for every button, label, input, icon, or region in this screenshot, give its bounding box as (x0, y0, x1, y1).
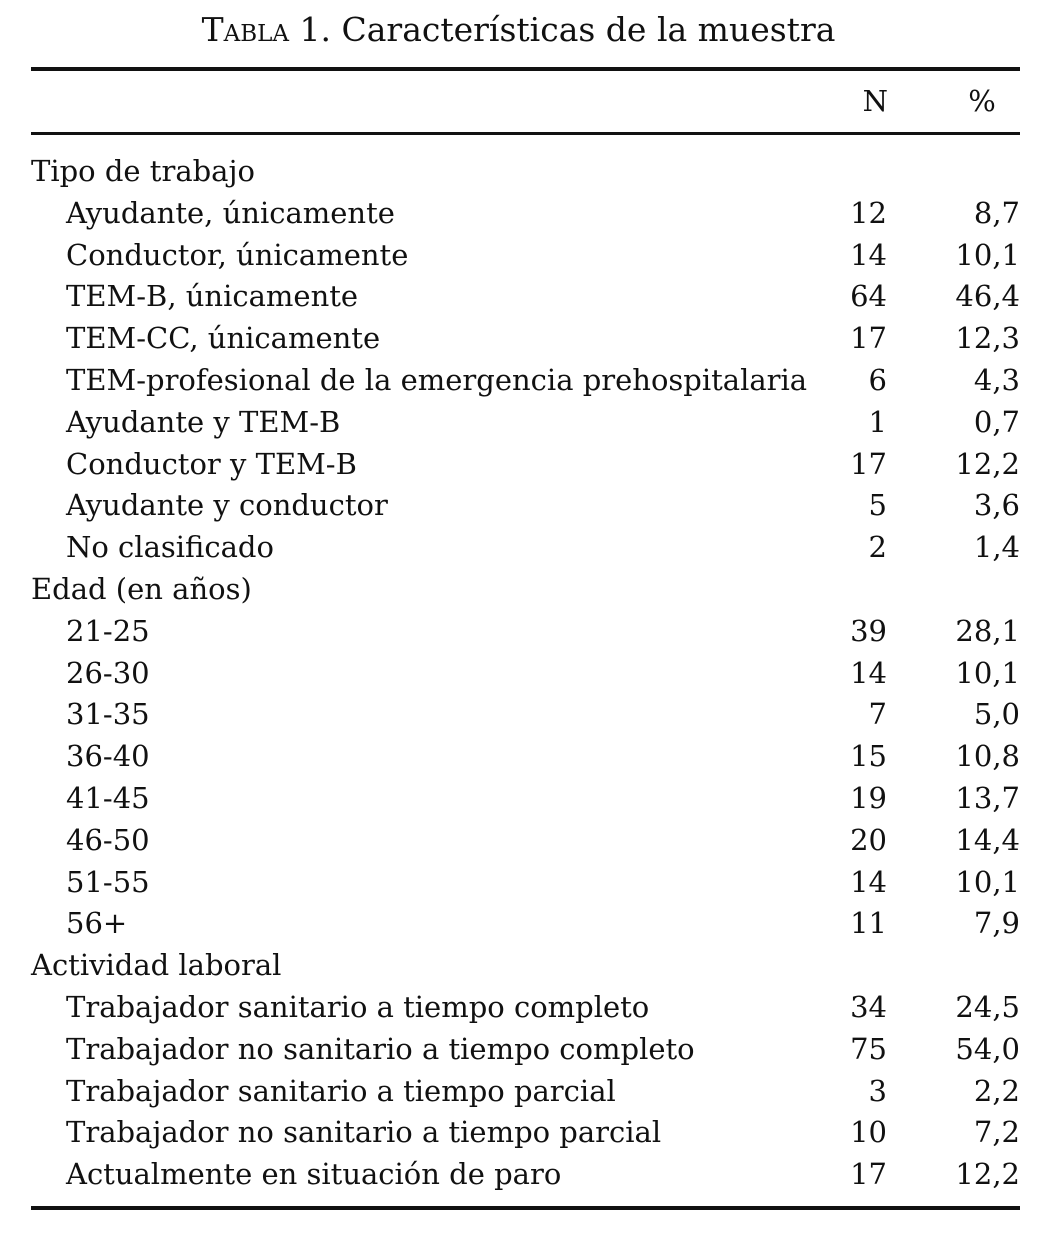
table-row (0, 234, 1037, 276)
cell-n: 19 (850, 781, 887, 815)
row-label: 31-35 (66, 697, 150, 732)
cell-percent: 8,7 (973, 195, 1020, 230)
row-label: 46-50 (66, 822, 150, 857)
table-row (0, 1028, 1037, 1070)
cell-n: 12 (850, 195, 887, 230)
row-label: TEM-CC, únicamente (66, 321, 381, 356)
table-row (0, 275, 1037, 317)
table-row (0, 317, 1037, 359)
row-label: 26-30 (66, 655, 150, 690)
row-label: TEM-B, únicamente (66, 279, 359, 314)
cell-percent: 14,4 (955, 822, 1020, 857)
cell-percent: 13,7 (955, 781, 1020, 815)
cell-n: 39 (850, 613, 887, 648)
table-row (0, 443, 1037, 485)
column-header-percent: % (968, 84, 996, 118)
section-label: Actividad laboral (31, 948, 282, 983)
cell-percent: 7,9 (973, 906, 1020, 941)
row-label: Actualmente en situación de paro (66, 1157, 562, 1192)
table-row (0, 484, 1037, 526)
row-label: 21-25 (66, 613, 150, 648)
cell-percent: 3,6 (973, 488, 1020, 523)
cell-percent: 5,0 (973, 697, 1020, 732)
cell-n: 14 (850, 655, 887, 690)
bottom-rule (31, 1206, 1020, 1210)
cell-n: 1 (868, 404, 887, 439)
cell-n: 17 (850, 1157, 887, 1192)
row-label: Conductor y TEM-B (66, 446, 357, 481)
cell-n: 11 (850, 906, 887, 941)
table-row (0, 401, 1037, 443)
cell-percent: 7,2 (973, 1115, 1020, 1150)
table-row (0, 819, 1037, 861)
row-label: TEM-profesional de la emergencia prehospitalaria (66, 363, 808, 397)
cell-n: 75 (850, 1031, 887, 1066)
table-row (0, 777, 1037, 819)
cell-n: 10 (850, 1115, 887, 1150)
cell-percent: 12,2 (955, 1157, 1020, 1192)
caption-text: Características de la muestra (341, 10, 836, 49)
section-label: Edad (en años) (31, 572, 252, 606)
cell-n: 15 (850, 739, 887, 774)
section-header-row (0, 944, 1037, 986)
table-row (0, 902, 1037, 944)
row-label: 56+ (66, 906, 128, 941)
cell-percent: 12,3 (955, 321, 1020, 356)
table-caption (0, 8, 1037, 52)
table-row (0, 986, 1037, 1028)
cell-n: 3 (868, 1073, 887, 1108)
table-row (0, 1153, 1037, 1195)
table-row (0, 652, 1037, 694)
table-row (0, 359, 1037, 401)
cell-percent: 2,2 (973, 1073, 1020, 1108)
cell-percent: 1,4 (973, 530, 1020, 565)
header-rule (31, 132, 1020, 135)
row-label: Ayudante y conductor (66, 488, 388, 523)
table-row (0, 1111, 1037, 1153)
cell-n: 64 (850, 279, 887, 314)
cell-n: 6 (868, 363, 887, 397)
cell-percent: 4,3 (973, 363, 1020, 397)
cell-n: 17 (850, 321, 887, 356)
row-label: 41-45 (66, 781, 150, 815)
row-label: Ayudante y TEM-B (66, 404, 341, 439)
cell-percent: 10,1 (955, 237, 1020, 272)
cell-n: 5 (868, 488, 887, 523)
row-label: 36-40 (66, 739, 150, 774)
cell-percent: 10,8 (955, 739, 1020, 774)
section-label: Tipo de trabajo (31, 154, 255, 188)
cell-n: 17 (850, 446, 887, 481)
top-rule (31, 67, 1020, 71)
cell-percent: 0,7 (973, 404, 1020, 439)
cell-percent: 28,1 (955, 613, 1020, 648)
cell-n: 2 (868, 530, 887, 565)
section-header-row (0, 150, 1037, 192)
cell-percent: 54,0 (955, 1031, 1020, 1066)
cell-percent: 10,1 (955, 864, 1020, 899)
table-row (0, 693, 1037, 735)
row-label: Trabajador sanitario a tiempo parcial (66, 1073, 616, 1108)
row-label: Trabajador no sanitario a tiempo completo (66, 1031, 695, 1066)
cell-n: 14 (850, 237, 887, 272)
cell-percent: 24,5 (955, 990, 1020, 1024)
cell-n: 20 (850, 822, 887, 857)
cell-percent: 46,4 (955, 279, 1020, 314)
table-row (0, 526, 1037, 568)
column-header-n: N (862, 84, 888, 118)
row-label: No clasificado (66, 530, 274, 565)
cell-n: 14 (850, 864, 887, 899)
row-label: Conductor, únicamente (66, 237, 409, 272)
row-label: 51-55 (66, 864, 150, 899)
cell-percent: 12,2 (955, 446, 1020, 481)
table-row (0, 610, 1037, 652)
cell-n: 34 (850, 990, 887, 1024)
row-label: Trabajador sanitario a tiempo completo (66, 990, 650, 1024)
table-row (0, 1070, 1037, 1112)
caption-label: Tabla 1. (201, 10, 331, 49)
cell-n: 7 (868, 697, 887, 732)
table-row (0, 861, 1037, 903)
table-row (0, 192, 1037, 234)
cell-percent: 10,1 (955, 655, 1020, 690)
row-label: Ayudante, únicamente (66, 195, 395, 230)
row-label: Trabajador no sanitario a tiempo parcial (66, 1115, 662, 1150)
table-row (0, 735, 1037, 777)
section-header-row (0, 568, 1037, 610)
